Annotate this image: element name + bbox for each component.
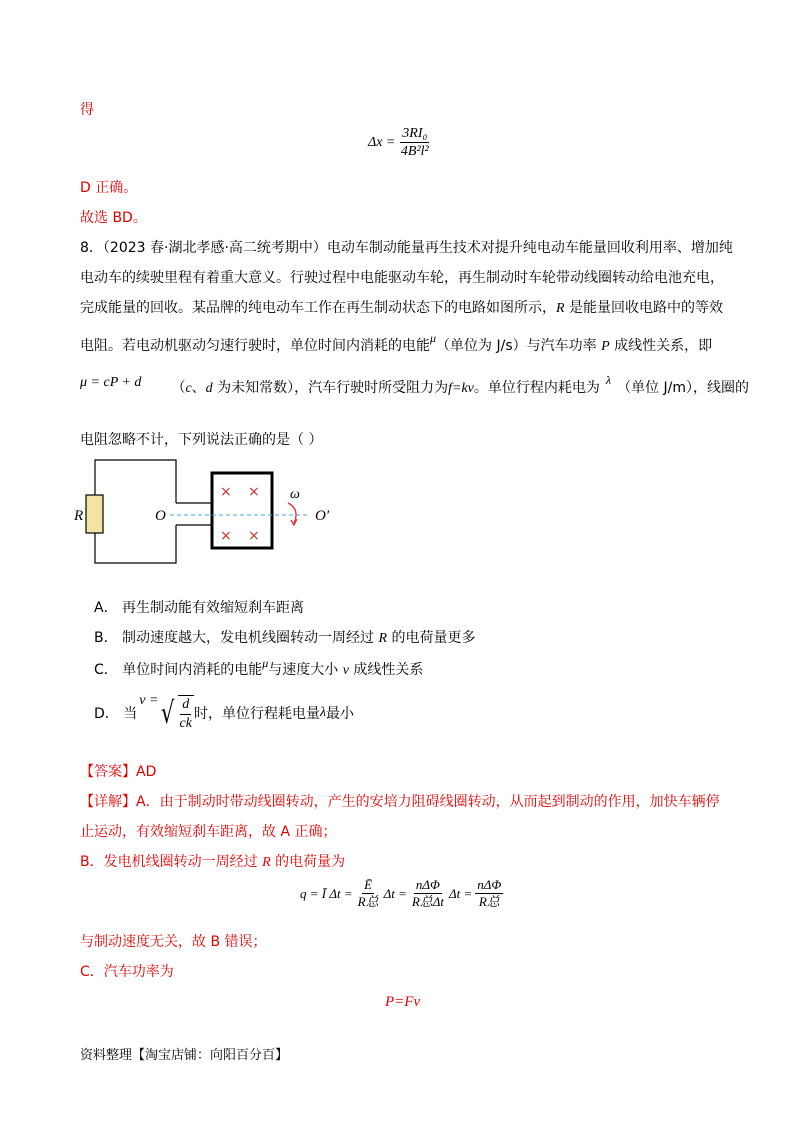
q-text: 。单位行程内耗电为 bbox=[473, 380, 600, 396]
q-var-c: c bbox=[185, 381, 192, 396]
q-eq-start: q = Ī Δt = bbox=[300, 885, 353, 901]
q-text: （单位为 J/s）与汽车功率 bbox=[436, 338, 602, 354]
opt-text: 时，单位行程耗电量 bbox=[193, 706, 320, 722]
option-a: A． 再生制动能有效缩短刹车距离 bbox=[94, 600, 305, 616]
eq-fraction bbox=[399, 126, 431, 160]
resistor bbox=[86, 495, 103, 533]
option-c bbox=[94, 656, 424, 681]
q-frac-1 bbox=[356, 878, 381, 910]
cross-mark: × bbox=[248, 484, 260, 500]
q-text: 电阻。若电动机驱动匀速行驶时，单位时间内消耗的电能 bbox=[80, 338, 430, 354]
opt-text: D． 当 bbox=[94, 706, 138, 722]
q-frac-3-num: nΔΦ bbox=[475, 878, 503, 894]
detail-line-1: 【详解】A．由于制动时带动线圈转动，产生的安培力阻碍线圈转动，从而起到制动的作用，加快车辆停 bbox=[80, 794, 720, 810]
q-text: 、 bbox=[191, 380, 206, 396]
detail-line-2: 止运动，有效缩短刹车距离，故 A 正确； bbox=[80, 824, 337, 840]
q-var-mu: μ bbox=[430, 331, 437, 345]
q-text: （ bbox=[171, 380, 186, 396]
label-r: R bbox=[74, 508, 84, 524]
q-var-d: d bbox=[205, 381, 213, 396]
q-var-r: R bbox=[556, 301, 565, 316]
de-text: 得 bbox=[80, 102, 94, 118]
opt-var-r: R bbox=[378, 631, 388, 646]
detail-c-line: C．汽车功率为 bbox=[80, 964, 174, 980]
opt-text: 最小 bbox=[326, 706, 355, 722]
opt-var-mu: μ bbox=[262, 656, 269, 670]
power-equation: P=Fv bbox=[385, 994, 421, 1010]
q-frac-1-den: R总 bbox=[357, 894, 379, 910]
footer-text: 资料整理【淘宝店铺：向阳百分百】 bbox=[80, 1048, 289, 1063]
eq-num: 3RI₀ bbox=[400, 126, 429, 143]
question-line-5 bbox=[80, 373, 750, 399]
question-line-6: 电阻忽略不计，下列说法正确的是（ ） bbox=[80, 432, 323, 448]
delta-x-equation bbox=[368, 126, 431, 160]
detail-var-r: R bbox=[262, 855, 271, 870]
q-text: 是能量回收电路中的等效 bbox=[564, 300, 724, 316]
q-frac-3 bbox=[475, 878, 503, 910]
question-text-1: （2023 春·湖北孝感·高二统考期中）电动车制动能量再生技术对提升纯电动车能量回收利用率、增加纯 bbox=[102, 240, 733, 256]
choose-text: 故选 BD。 bbox=[80, 210, 147, 226]
q-frac-2-den: R总Δt bbox=[411, 894, 445, 910]
q-f-kv: f=kv bbox=[448, 381, 474, 396]
opt-text: 成线性关系 bbox=[348, 662, 424, 678]
detail-text: B．发电机线圈转动一周经过 bbox=[80, 854, 263, 870]
q-frac-2 bbox=[410, 878, 446, 910]
sqrt-num: d bbox=[180, 697, 191, 714]
rotation-arrow bbox=[288, 503, 296, 523]
opt-v-eq: v = bbox=[139, 693, 159, 708]
cross-mark: × bbox=[220, 484, 232, 500]
q-text: 成线性关系，即 bbox=[609, 338, 713, 354]
q-eq-mid: Δt = bbox=[383, 885, 407, 901]
label-omega: ω bbox=[290, 487, 300, 502]
q-frac-3-den: R总 bbox=[478, 894, 500, 910]
option-b bbox=[94, 628, 476, 649]
q-frac-1-num: Ē bbox=[362, 878, 374, 894]
opt-var-v: v bbox=[342, 663, 349, 678]
detail-b-conclusion: 与制动速度无关，故 B 错误； bbox=[80, 934, 267, 950]
opt-text: 的电荷量更多 bbox=[387, 630, 476, 646]
detail-text: 的电荷量为 bbox=[270, 854, 346, 870]
sqrt-fraction bbox=[178, 695, 194, 731]
sqrt-den: ck bbox=[179, 715, 192, 731]
q-text: （单位 J/m），线圈的 bbox=[617, 380, 750, 396]
cross-mark: × bbox=[248, 528, 260, 544]
q-eq-mid2: Δt = bbox=[449, 885, 473, 901]
eq-den: 4B²l² bbox=[400, 144, 429, 160]
charge-equation bbox=[300, 878, 503, 910]
question-line-3 bbox=[80, 298, 723, 319]
cross-mark: × bbox=[220, 528, 232, 544]
q-frac-2-num: nΔΦ bbox=[414, 878, 442, 894]
sqrt-icon: √ bbox=[161, 695, 175, 731]
question-line-2: 电动车的续驶里程有着重大意义。行驶过程中电能驱动车轮，再生制动时车轮带动线圈转动给电池充电， bbox=[80, 270, 724, 286]
option-d bbox=[94, 690, 354, 736]
question-number: 8． bbox=[80, 240, 103, 256]
opt-text: B． 制动速度越大，发电机线圈转动一周经过 bbox=[94, 630, 379, 646]
mu-formula: μ = cP + d bbox=[80, 375, 142, 390]
opt-var-lambda: λ bbox=[319, 705, 327, 720]
detail-b-line bbox=[80, 852, 345, 873]
circuit-diagram bbox=[70, 455, 350, 575]
q-text: 完成能量的回收。某品牌的纯电动车工作在再生制动状态下的电路如图所示， bbox=[80, 300, 556, 316]
q-var-p: P bbox=[601, 339, 610, 354]
q-text: 为未知常数），汽车行驶时所受阻力为 bbox=[212, 380, 449, 396]
d-correct-text: D 正确。 bbox=[80, 180, 138, 196]
q-var-lambda: λ bbox=[605, 373, 612, 387]
label-o-prime: O′ bbox=[315, 508, 330, 524]
answer-label: 【答案】AD bbox=[80, 764, 157, 780]
label-o: O bbox=[155, 508, 166, 524]
question-line-1 bbox=[80, 238, 733, 258]
eq-lhs: Δx = bbox=[368, 135, 396, 151]
opt-text: 与速度大小 bbox=[268, 662, 343, 678]
question-line-4 bbox=[80, 331, 713, 357]
opt-text: C． 单位时间内消耗的电能 bbox=[94, 662, 263, 678]
